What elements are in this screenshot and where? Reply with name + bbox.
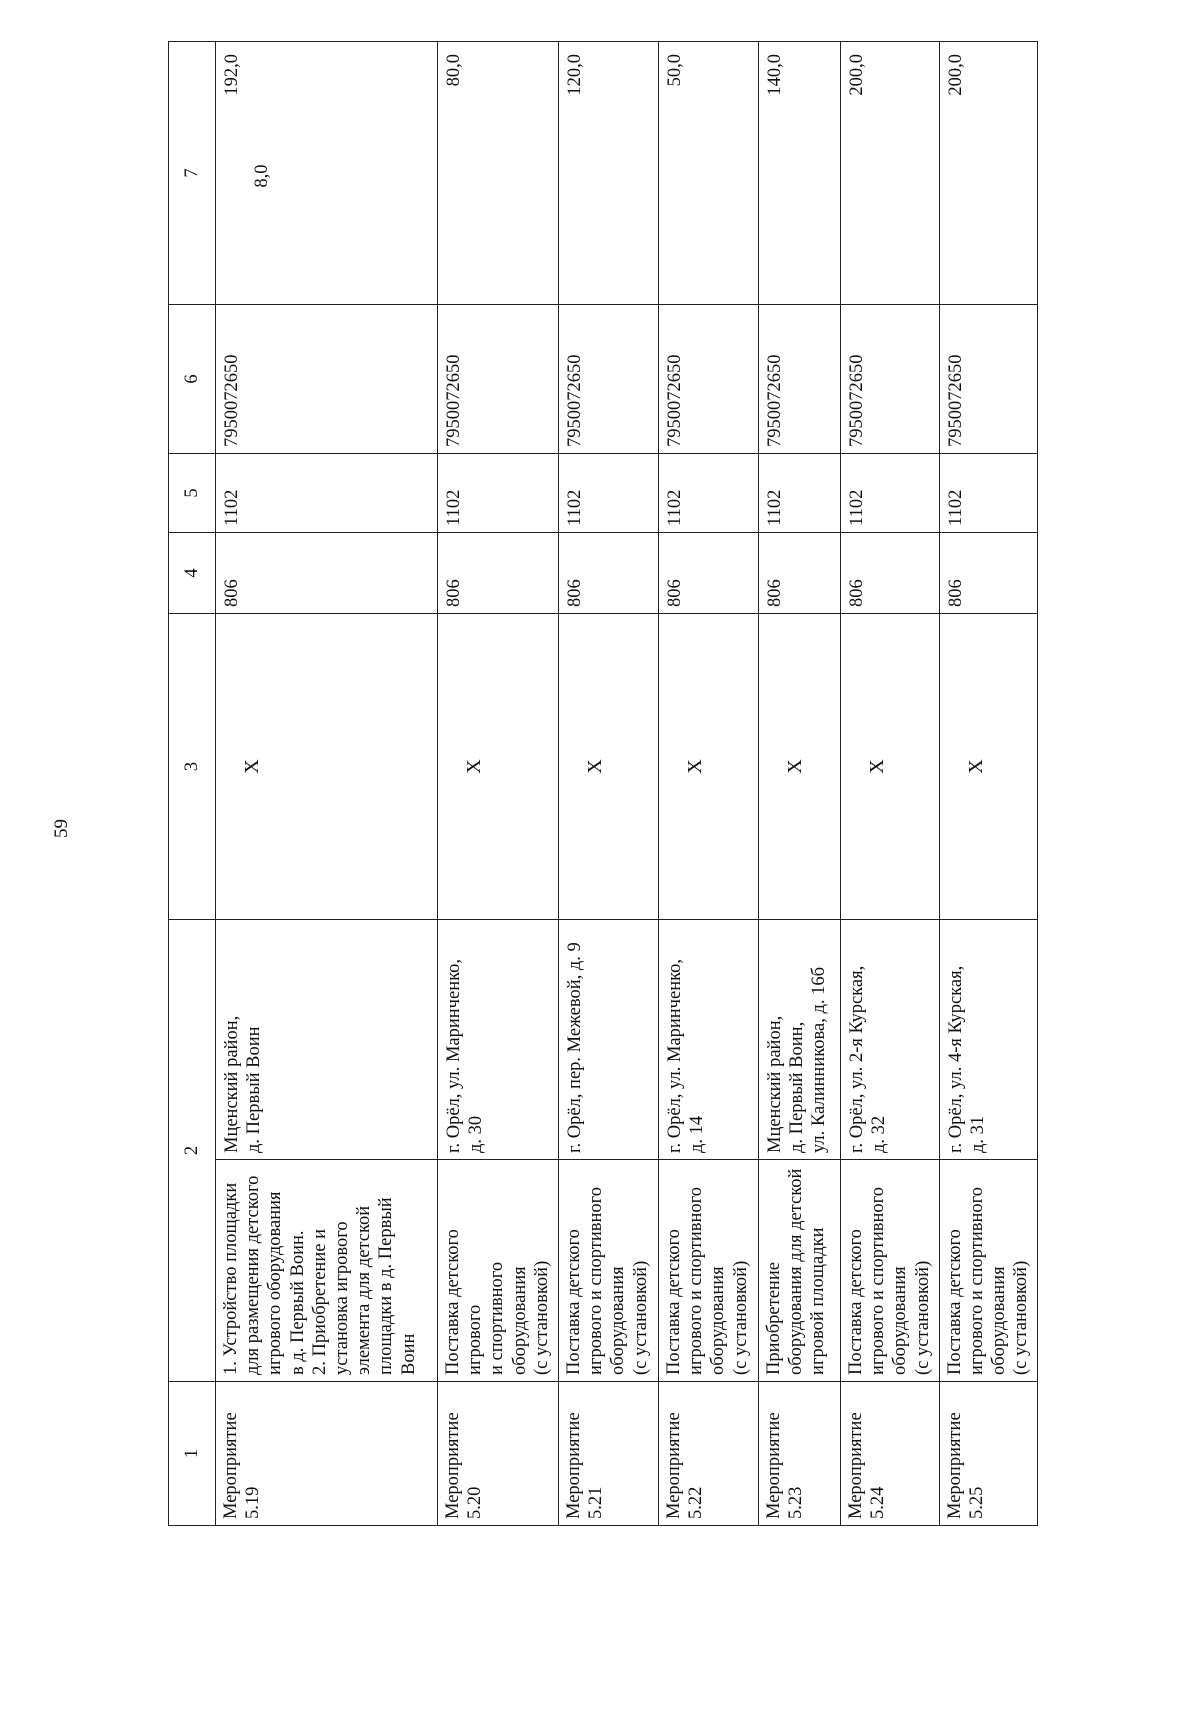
x-mark-cell: Х	[438, 614, 559, 920]
x-mark-cell: Х	[216, 614, 438, 920]
description-line: Поставка детского	[944, 1229, 965, 1375]
description-line: (с установкой)	[531, 1260, 552, 1375]
description-cell	[658, 1160, 758, 1382]
description-line: игрового оборудования	[265, 1191, 286, 1375]
amount-cell	[939, 42, 1038, 305]
event-cell	[216, 1382, 438, 1526]
description-line: Поставка детского игрового	[443, 1229, 486, 1375]
amount-value: 140,0	[764, 54, 785, 96]
amount-cell	[758, 42, 840, 305]
address-line: д. Первый Воин	[244, 1026, 265, 1153]
section-cell: 1102	[658, 454, 758, 533]
target-article-cell: 7950072650	[658, 305, 758, 454]
amount-value: 200,0	[945, 54, 966, 96]
description-line: для размещения детского	[243, 1175, 264, 1375]
table-body	[216, 42, 1038, 1526]
target-article-cell: 7950072650	[438, 305, 559, 454]
address-line: д. 30	[466, 1115, 487, 1153]
address-cell	[658, 920, 758, 1160]
x-mark-cell: Х	[840, 614, 939, 920]
amount-value: 120,0	[564, 54, 585, 96]
amount-value: 80,0	[444, 54, 464, 87]
event-cell	[939, 1382, 1038, 1526]
description-line: игрового и спортивного	[966, 1187, 987, 1375]
description-line: и спортивного оборудования	[487, 1261, 530, 1375]
description-cell	[840, 1160, 939, 1382]
description-line: элемента для детской	[354, 1205, 375, 1375]
address-line: г. Орёл, ул. Маринченко,	[664, 958, 685, 1153]
table-row	[840, 42, 939, 1526]
code-cell: 806	[558, 533, 658, 614]
description-cell	[216, 1160, 438, 1382]
target-article-cell: 7950072650	[216, 305, 438, 454]
event-number: 5.20	[465, 1486, 486, 1519]
description-line: 2. Приобретение и	[309, 1229, 330, 1375]
table-row	[758, 42, 840, 1526]
x-mark-cell: Х	[558, 614, 658, 920]
description-line: игровой площадки	[808, 1227, 829, 1375]
description-line: оборудования	[608, 1266, 629, 1375]
page-number: 59	[51, 819, 72, 838]
address-line: ул. Калинникова, д. 16б	[809, 966, 830, 1153]
section-cell: 1102	[840, 454, 939, 533]
address-line: г. Орёл, пер. Межевой, д. 9	[564, 942, 585, 1153]
description-line: (с установкой)	[730, 1260, 751, 1375]
header-col-6: 6	[169, 305, 216, 454]
description-line: оборудования	[708, 1266, 729, 1375]
description-line: Приобретение	[763, 1262, 784, 1375]
address-line: г. Орёл, ул. 2-я Курская,	[846, 965, 867, 1153]
address-line: д. 32	[869, 1115, 890, 1153]
event-number: 5.21	[586, 1486, 607, 1519]
event-cell	[558, 1382, 658, 1526]
event-cell	[658, 1382, 758, 1526]
section-cell: 1102	[438, 454, 559, 533]
event-number: 5.22	[686, 1486, 707, 1519]
event-number: 5.19	[243, 1486, 264, 1519]
amount-value: 192,0	[222, 54, 242, 96]
event-label: Мероприятие	[845, 1412, 866, 1519]
target-article-cell: 7950072650	[840, 305, 939, 454]
table-row	[216, 42, 438, 1526]
amount-cell	[558, 42, 658, 305]
code-cell: 806	[216, 533, 438, 614]
table-row	[939, 42, 1038, 1526]
event-number: 5.25	[966, 1486, 987, 1519]
header-col-7: 7	[169, 42, 216, 305]
event-number: 5.24	[868, 1486, 889, 1519]
address-line: д. Первый Воин,	[787, 1021, 808, 1153]
header-col-1: 1	[169, 1382, 216, 1526]
description-line: игрового и спортивного	[686, 1187, 707, 1375]
description-line: оборудования для детской	[786, 1168, 807, 1375]
amount-cell	[840, 42, 939, 305]
description-line: Воин	[398, 1333, 419, 1375]
amount-value: 200,0	[846, 54, 867, 96]
header-col-5: 5	[169, 454, 216, 533]
description-cell	[939, 1160, 1038, 1382]
code-cell: 806	[758, 533, 840, 614]
description-line: Поставка детского	[563, 1229, 584, 1375]
description-line: установка игрового	[331, 1221, 352, 1375]
amount-value-secondary: 8,0	[252, 164, 273, 188]
address-cell	[758, 920, 840, 1160]
x-mark-cell: Х	[939, 614, 1038, 920]
x-mark-cell: Х	[658, 614, 758, 920]
event-cell	[438, 1382, 559, 1526]
code-cell: 806	[939, 533, 1038, 614]
address-line: д. 31	[967, 1115, 988, 1153]
description-line: игрового и спортивного	[868, 1187, 889, 1375]
rotated-table-wrapper	[168, 42, 1032, 1526]
table-row	[658, 42, 758, 1526]
address-line: Мценский район,	[764, 1015, 785, 1153]
code-cell: 806	[840, 533, 939, 614]
event-label: Мероприятие	[221, 1412, 241, 1519]
x-mark-cell: Х	[758, 614, 840, 920]
target-article-cell: 7950072650	[939, 305, 1038, 454]
description-line: площадки в д. Первый	[376, 1197, 397, 1375]
target-article-cell: 7950072650	[758, 305, 840, 454]
description-cell	[758, 1160, 840, 1382]
description-line: (с установкой)	[630, 1260, 651, 1375]
budget-table	[168, 41, 1038, 1526]
code-cell: 806	[438, 533, 559, 614]
description-line: (с установкой)	[1011, 1260, 1032, 1375]
header-col-3: 3	[169, 614, 216, 920]
amount-value: 50,0	[664, 54, 685, 87]
address-line: г. Орёл, ул. Маринченко,	[444, 958, 464, 1153]
event-label: Мероприятие	[763, 1412, 784, 1519]
description-line: Поставка детского	[845, 1229, 866, 1375]
header-col-4: 4	[169, 533, 216, 614]
target-article-cell: 7950072650	[558, 305, 658, 454]
event-cell	[840, 1382, 939, 1526]
description-line: в д. Первый Воин.	[287, 1230, 308, 1375]
event-label: Мероприятие	[944, 1412, 965, 1519]
code-cell: 806	[658, 533, 758, 614]
description-line: игрового и спортивного	[586, 1187, 607, 1375]
header-row	[169, 42, 216, 1526]
event-number: 5.23	[786, 1486, 807, 1519]
description-cell	[558, 1160, 658, 1382]
address-line: Мценский район,	[222, 1015, 242, 1153]
address-line: г. Орёл, ул. 4-я Курская,	[945, 965, 966, 1153]
amount-cell	[658, 42, 758, 305]
amount-cell	[216, 42, 438, 305]
description-line: 1. Устройство площадки	[221, 1182, 241, 1375]
event-cell	[758, 1382, 840, 1526]
description-line: оборудования	[989, 1266, 1010, 1375]
address-cell	[558, 920, 658, 1160]
table-row	[438, 42, 559, 1526]
table-row	[558, 42, 658, 1526]
address-cell	[216, 920, 438, 1160]
description-cell	[438, 1160, 559, 1382]
description-line: оборудования	[890, 1266, 911, 1375]
section-cell: 1102	[939, 454, 1038, 533]
section-cell: 1102	[758, 454, 840, 533]
address-cell	[840, 920, 939, 1160]
description-line: Поставка детского	[663, 1229, 684, 1375]
event-label: Мероприятие	[563, 1412, 584, 1519]
event-label: Мероприятие	[443, 1412, 463, 1519]
amount-cell	[438, 42, 559, 305]
header-col-2: 2	[169, 920, 216, 1382]
section-cell: 1102	[558, 454, 658, 533]
section-cell: 1102	[216, 454, 438, 533]
event-label: Мероприятие	[663, 1412, 684, 1519]
address-cell	[939, 920, 1038, 1160]
description-line: (с установкой)	[912, 1260, 933, 1375]
address-cell	[438, 920, 559, 1160]
address-line: д. 14	[687, 1115, 708, 1153]
